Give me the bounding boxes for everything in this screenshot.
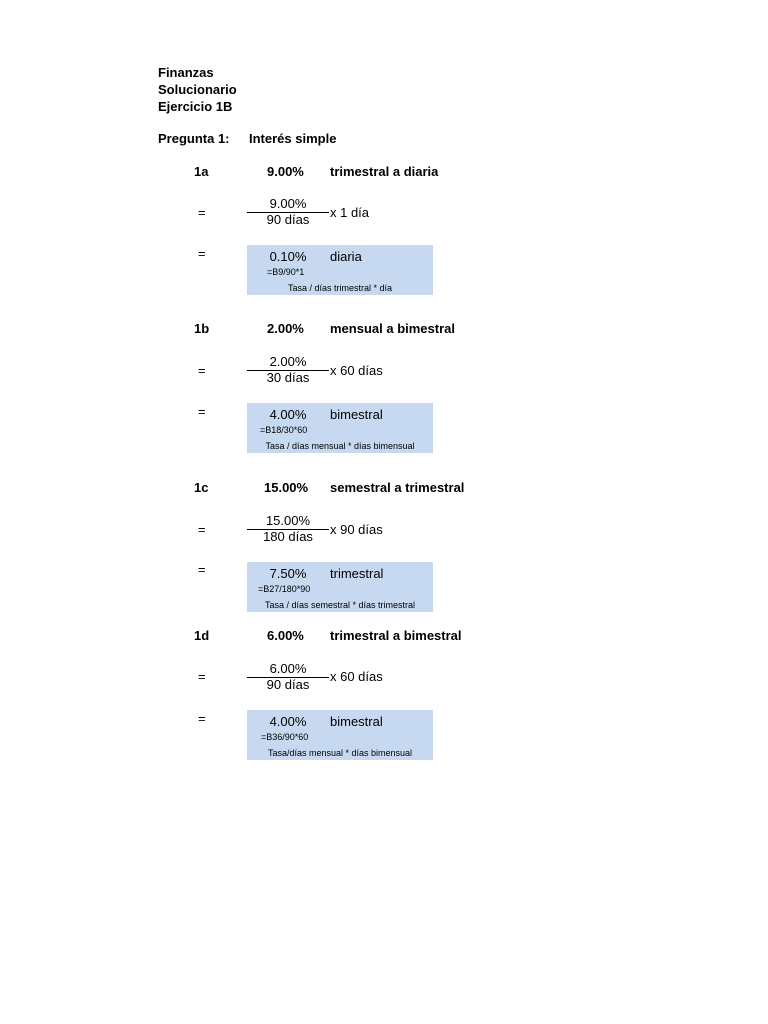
result-box [247, 562, 433, 612]
result-box [247, 403, 433, 453]
equals-sign: = [198, 404, 206, 419]
part-id: 1a [194, 164, 209, 179]
equals-sign: = [198, 669, 206, 684]
part-rate: 9.00% [267, 164, 304, 179]
result-value: 0.10% [269, 249, 307, 264]
result-value: 7.50% [269, 566, 307, 581]
equals-sign: = [198, 522, 206, 537]
part-id: 1c [194, 480, 209, 495]
equals-sign: = [198, 363, 206, 378]
question-topic: Interés simple [249, 131, 337, 146]
fraction-denominator: 90 días [266, 677, 310, 692]
result-unit: trimestral [330, 566, 384, 581]
fraction-numerator: 9.00% [269, 196, 307, 211]
fraction-numerator: 15.00% [265, 513, 311, 528]
result-note: Tasa / días semestral * días trimestral [264, 600, 416, 610]
doc-title-line2: Solucionario [158, 82, 237, 97]
result-value: 4.00% [269, 407, 307, 422]
result-unit: bimestral [330, 714, 383, 729]
fraction-denominator: 30 días [266, 370, 310, 385]
doc-title-line3: Ejercicio 1B [158, 99, 233, 114]
result-value: 4.00% [269, 714, 307, 729]
result-box [247, 710, 433, 760]
equals-sign: = [198, 562, 206, 577]
equals-sign: = [198, 205, 206, 220]
equals-sign: = [198, 246, 206, 261]
part-rate: 6.00% [267, 628, 304, 643]
result-formula: =B36/90*60 [261, 732, 309, 742]
result-formula: =B27/180*90 [258, 584, 311, 594]
part-conversion: trimestral a bimestral [330, 628, 462, 643]
result-box [247, 245, 433, 295]
part-conversion: trimestral a diaria [330, 164, 439, 179]
result-formula: =B9/90*1 [267, 267, 305, 277]
fraction-numerator: 2.00% [269, 354, 307, 369]
result-note: Tasa / días trimestral * día [287, 283, 393, 293]
doc-title-line1: Finanzas [158, 65, 214, 80]
result-note: Tasa / días mensual * días bimensual [265, 441, 415, 451]
part-conversion: semestral a trimestral [330, 480, 465, 495]
equals-sign: = [198, 711, 206, 726]
result-note: Tasa/días mensual * días bimensual [267, 748, 413, 758]
question-label: Pregunta 1: [158, 131, 230, 146]
fraction-multiplier: x 90 días [330, 522, 383, 537]
fraction-multiplier: x 1 día [330, 205, 370, 220]
part-id: 1d [194, 628, 210, 643]
part-conversion: mensual a bimestral [330, 321, 455, 336]
result-unit: bimestral [330, 407, 383, 422]
fraction-denominator: 180 días [263, 529, 313, 544]
part-rate: 15.00% [264, 480, 309, 495]
fraction-denominator: 90 días [266, 212, 310, 227]
part-rate: 2.00% [267, 321, 304, 336]
fraction-multiplier: x 60 días [330, 669, 383, 684]
result-formula: =B18/30*60 [260, 425, 308, 435]
fraction-numerator: 6.00% [269, 661, 307, 676]
result-unit: diaria [330, 249, 362, 264]
fraction-multiplier: x 60 días [330, 363, 383, 378]
part-id: 1b [194, 321, 210, 336]
